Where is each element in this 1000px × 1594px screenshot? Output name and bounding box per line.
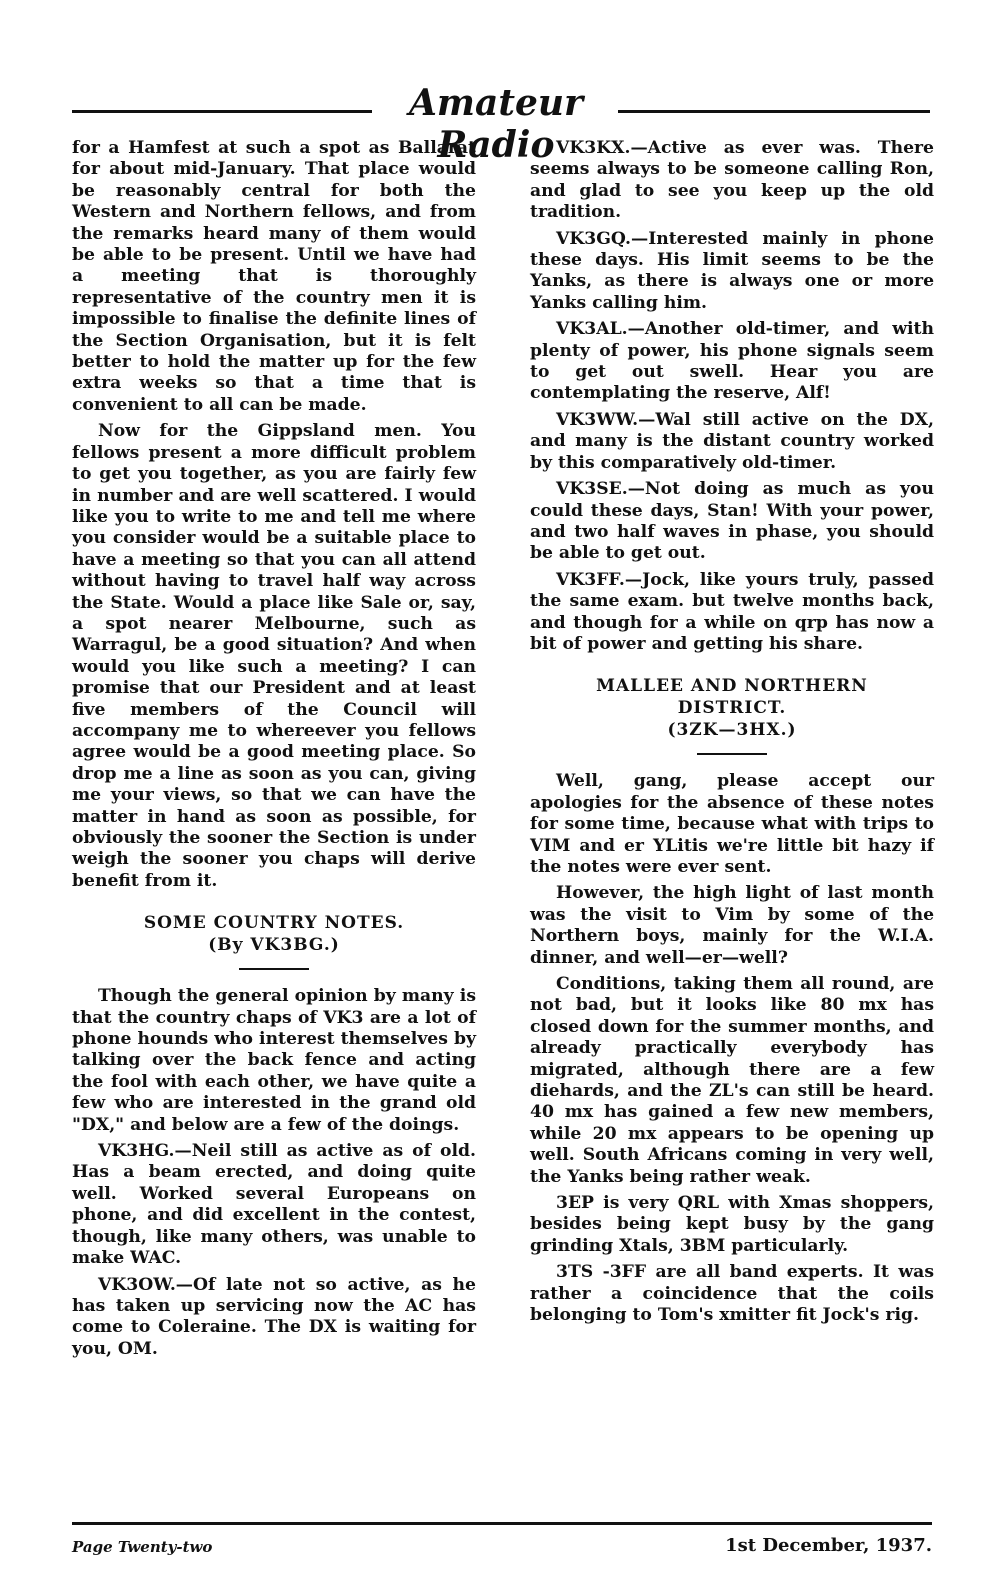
section-byline: (3ZK—3HX.): [667, 720, 797, 741]
section-byline: (By VK3BG.): [208, 935, 340, 956]
paragraph: Well, gang, please accept our apologies for the absence of these notes for some time, because what with trips to VIM and er YLitis we're little bit hazy if the notes were ever sent.: [530, 771, 934, 877]
paragraph: 3EP is very QRL with Xmas shoppers, besides being kept busy by the gang grinding Xtals, 3BM particularly.: [530, 1193, 934, 1256]
section-divider: [697, 753, 767, 755]
right-column: [530, 138, 934, 1332]
section-divider: [239, 968, 309, 970]
section-heading: SOME COUNTRY NOTES.: [143, 913, 405, 934]
paragraph: VK3OW.—Of late not so active, as he has taken up servicing now the AC has come to Coleraine. The DX is waiting for you, OM.: [72, 1274, 476, 1359]
paragraph: for a Hamfest at such a spot as Ballarat for about mid-January. That place would be reasonably central for both the Western and Northern fellows, and from the remarks heard many of them would be able to be present. Until we have had a meeting that is thoroughly representative of the country men it is impossible to finalise the definite lines of the Section Organisation, but it is felt better to hold the matter up for the few extra weeks so that a time that is convenient to all can be made.: [72, 138, 476, 415]
paragraph: VK3HG.—Neil still as active as of old. Has a beam erected, and doing quite well. Worked several Europeans on phone, and did excellent in the contest, though, like many others, was unable to make WAC.: [72, 1141, 476, 1269]
issue-date: 1st December, 1937.: [725, 1535, 932, 1556]
section-heading: MALLEE AND NORTHERN: [596, 676, 868, 697]
masthead-title: Amateur Radio: [408, 82, 584, 166]
masthead-rule-left: [72, 110, 372, 113]
paragraph: Though the general opinion by many is that the country chaps of VK3 are a lot of phone hounds who interest themselves by talking over the back fence and acting the fool with each other, we have quite a few who are interested in the grand old "DX," and below are a few of the doings.: [72, 986, 476, 1135]
section-heading-line2: DISTRICT.: [677, 698, 787, 719]
paragraph: VK3KX.—Active as ever was. There seems always to be someone calling Ron, and glad to see you keep up the old tradition.: [530, 138, 934, 223]
footer-rule: [72, 1522, 932, 1525]
masthead-rule-right: [618, 110, 930, 113]
paragraph: VK3AL.—Another old-timer, and with plenty of power, his phone signals seem to get out swell. Hear you are contemplating the reserve, Alf!: [530, 319, 934, 404]
paragraph: VK3SE.—Not doing as much as you could these days, Stan! With your power, and two half waves in phase, you should be able to get out.: [530, 479, 934, 564]
paragraph: VK3WW.—Wal still active on the DX, and many is the distant country worked by this comparatively old-timer.: [530, 409, 934, 473]
paragraph: 3TS -3FF are all band experts. It was rather a coincidence that the coils belonging to Tom's xmitter fit Jock's rig.: [530, 1262, 934, 1326]
page-number: Page Twenty-two: [72, 1538, 213, 1556]
paragraph: Conditions, taking them all round, are not bad, but it looks like 80 mx has closed down for the summer months, and already practically everybody has migrated, although there are a few diehards, and the ZL's can still be heard. 40 mx has gained a few new members, while 20 mx appears to be opening up well. South Africans coming in very well, the Yanks being rather weak.: [530, 974, 934, 1187]
paragraph: However, the high light of last month was the visit to Vim by some of the Northern boys, mainly for the W.I.A. dinner, and well—er—well?: [530, 883, 934, 968]
masthead: [72, 82, 930, 166]
paragraph: VK3FF.—Jock, like yours truly, passed the same exam. but twelve months back, and though for a while on qrp has now a bit of power and getting his share.: [530, 569, 934, 654]
paragraph: Now for the Gippsland men. You fellows present a more difficult problem to get you together, as you are fairly few in number and are well scattered. I would like you to write to me and tell me where you consider would be a suitable place to have a meeting so that you can all attend without having to travel half way across the State. Would a place like Sale or, say, a spot nearer Melbourne, such as Warragul, be a good situation? And when would you like such a meeting? I can promise that our President and at least five members of the Council will accompany me to whereever you fellows agree would be a good meeting place. So drop me a line as soon as you can, giving me your views, so that we can have the matter in hand as soon as possible, for obviously the sooner the Section is under weigh the sooner you chaps will derive benefit from it.: [72, 421, 476, 891]
left-column: [72, 138, 476, 1365]
paragraph: VK3GQ.—Interested mainly in phone these days. His limit seems to be the Yanks, as there is always one or more Yanks calling him.: [530, 228, 934, 313]
